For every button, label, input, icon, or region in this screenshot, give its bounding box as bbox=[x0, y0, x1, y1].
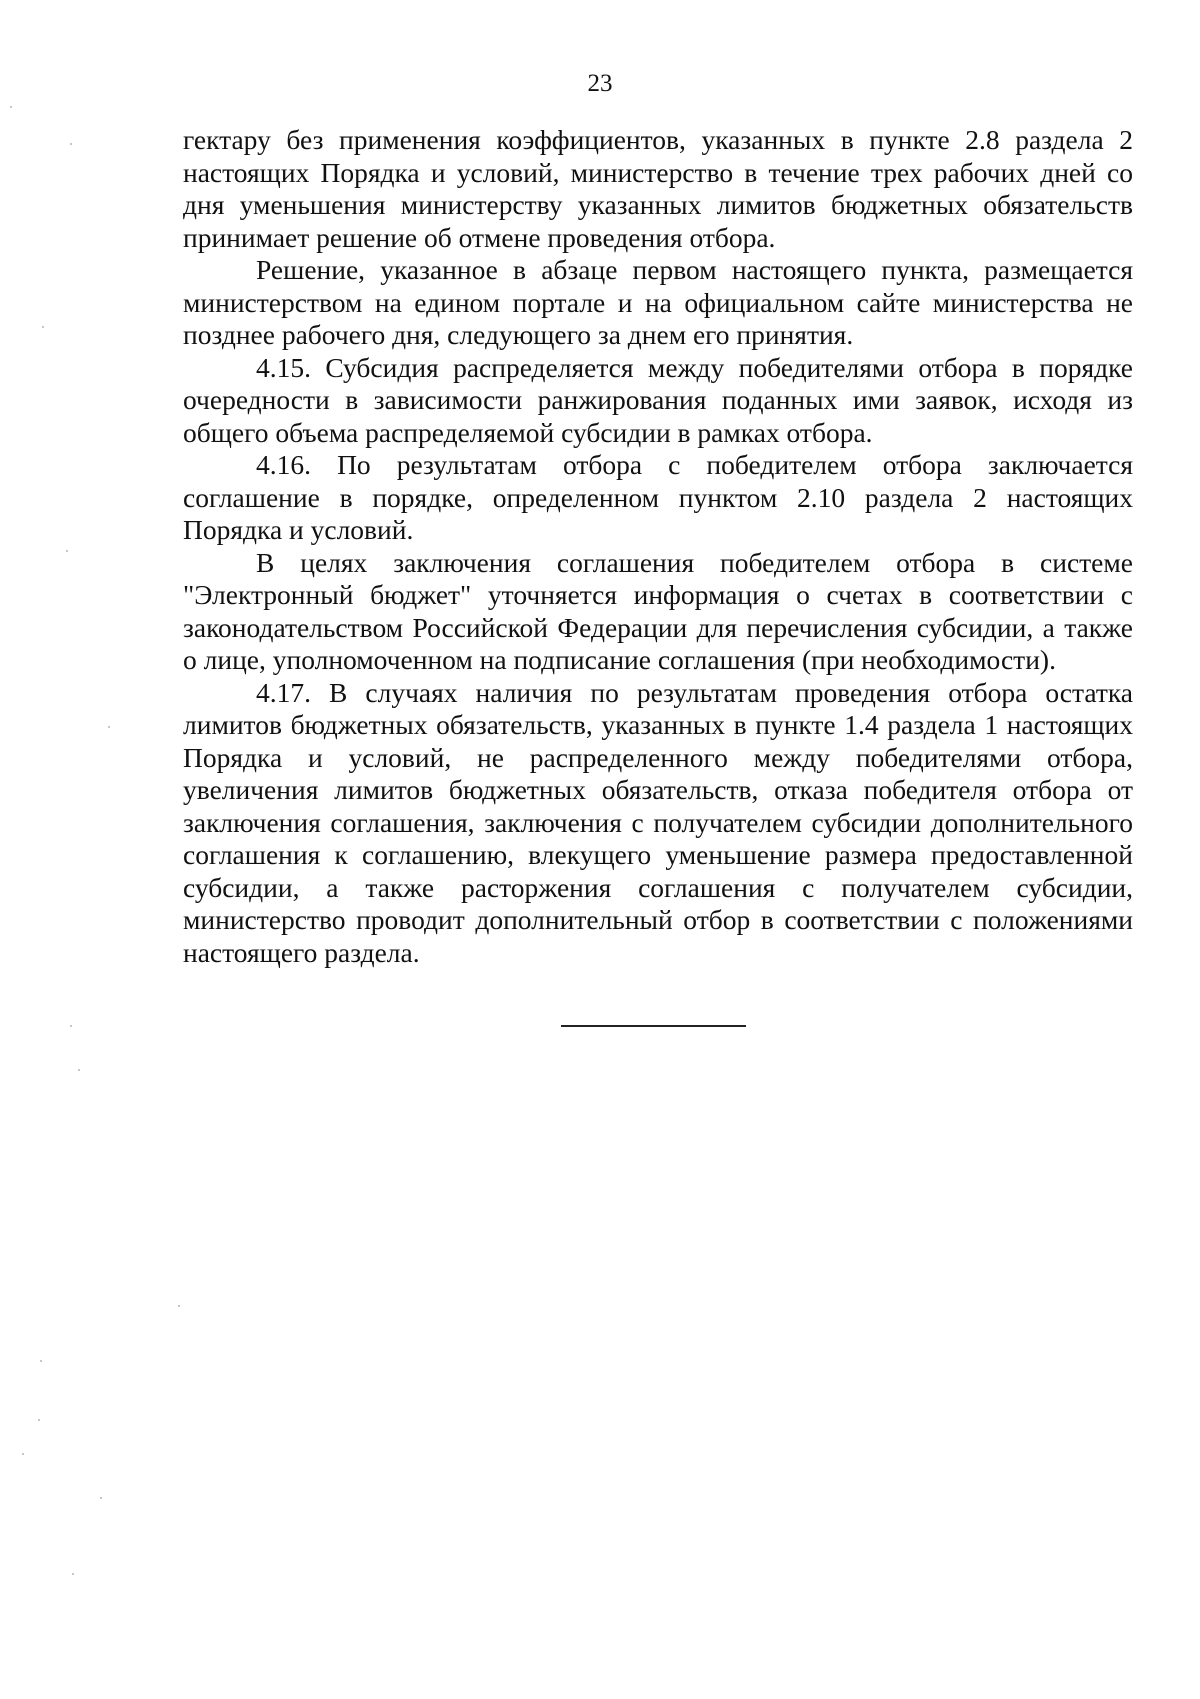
scan-speck bbox=[70, 1025, 72, 1027]
paragraph-decision-publication: Решение, указанное в абзаце первом настоящего пункта, размещается министерством на едином портале и на официальном сайте министерства не позднее рабочего дня, следующего за днем его принятия. bbox=[183, 254, 1133, 350]
page-number: 23 bbox=[587, 70, 613, 97]
scan-speck bbox=[108, 726, 110, 728]
end-of-text-rule bbox=[561, 1025, 746, 1027]
scan-speck bbox=[10, 106, 12, 108]
scan-speck bbox=[78, 1069, 80, 1071]
paragraph-continuation: гектару без применения коэффициентов, указанных в пункте 2.8 раздела 2 настоящих Порядка и условий, министерство в течение трех рабочих дней со дня уменьшения министерству указанных лимитов бюджетных обязательств принимает решение об отмене проведения отбора. bbox=[183, 124, 1133, 253]
paragraph-4-17: 4.17. В случаях наличия по результатам проведения отбора остатка лимитов бюджетных обязательств, указанных в пункте 1.4 раздела 1 настоящих Порядка и условий, не распределенного между победителями отбора, увеличения лимитов бюджетных обязательств, отказа победителя отбора от заключения соглашения, заключения с получателем субсидии дополнительного соглашения к соглашению, влекущего уменьшение размера предоставленной субсидии, а также расторжения соглашения с получателем субсидии, министерство проводит дополнительный отбор в соответствии с положениями настоящего раздела. bbox=[183, 676, 1133, 968]
paragraph-4-16: 4.16. По результатам отбора с победителем отбора заключается соглашение в порядке, определенном пунктом 2.10 раздела 2 настоящих Порядка и условий. bbox=[183, 449, 1133, 545]
scan-speck bbox=[178, 1305, 180, 1307]
scan-speck bbox=[70, 143, 72, 145]
scan-speck bbox=[40, 1360, 42, 1362]
scan-speck bbox=[22, 1453, 24, 1455]
scan-speck bbox=[100, 1497, 102, 1499]
paragraph-4-15: 4.15. Субсидия распределяется между победителями отбора в порядке очередности в зависимости ранжирования поданных ими заявок, исходя из общего объема распределяемой субсидии в рамках отбора. bbox=[183, 351, 1133, 448]
scan-speck bbox=[66, 550, 68, 552]
scan-speck bbox=[42, 326, 44, 328]
document-body bbox=[183, 124, 1133, 969]
scan-speck bbox=[72, 1573, 74, 1575]
paragraph-electronic-budget: В целях заключения соглашения победителем отбора в системе "Электронный бюджет" уточняется информация о счетах в соответствии с законодательством Российской Федерации для перечисления субсидии, а также о лице, уполномоченном на подписание соглашения (при необходимости). bbox=[183, 546, 1133, 675]
scan-speck bbox=[38, 1419, 40, 1421]
